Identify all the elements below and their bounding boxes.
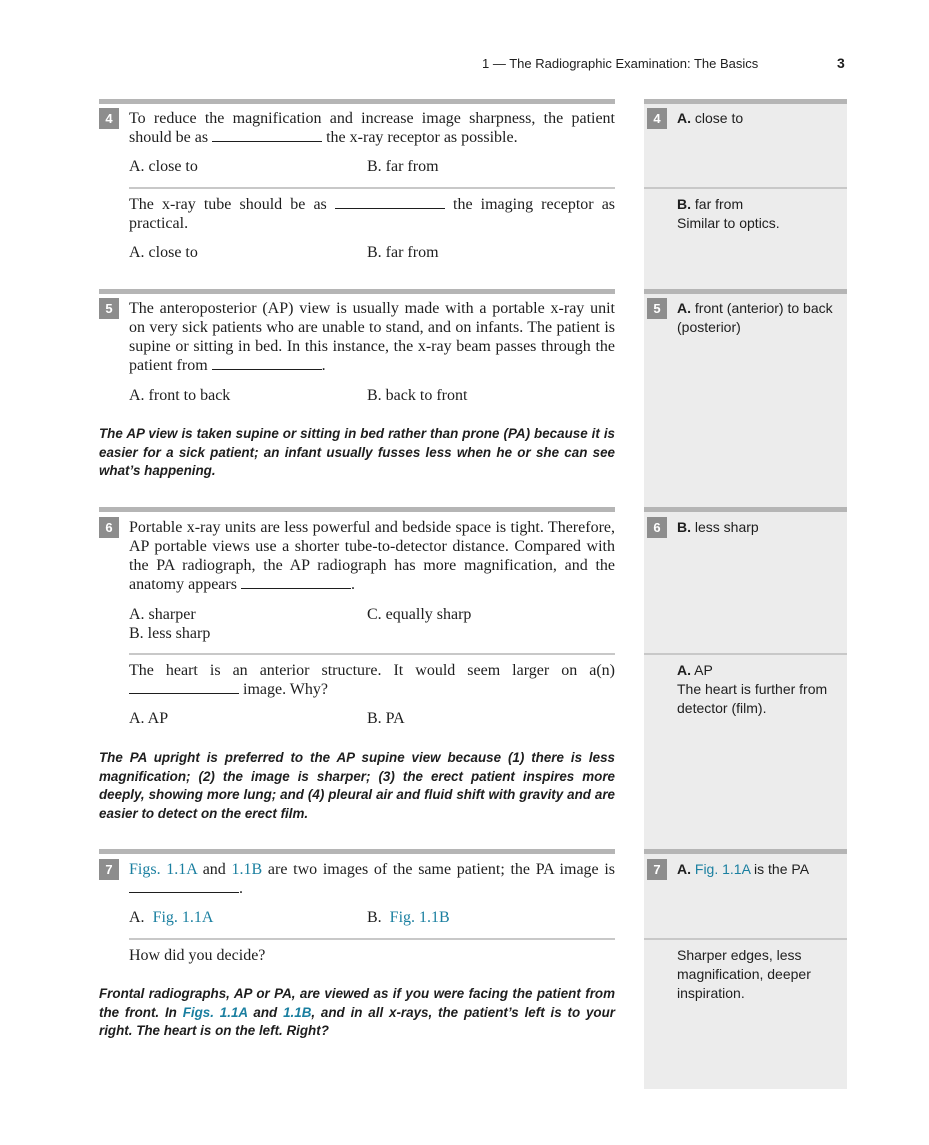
option-b: B. less sharp (129, 625, 211, 642)
option-a: A. close to (129, 158, 198, 175)
sub-divider (129, 653, 615, 655)
option-b: B. back to front (367, 387, 468, 404)
question-text: The heart is an anterior structure. It would seem larger on a(n) image. Why? (129, 662, 615, 698)
answer-blank (212, 356, 322, 370)
frame-number-badge: 5 (99, 298, 119, 319)
sub-divider (644, 187, 847, 189)
frame-number-badge: 7 (99, 859, 119, 880)
frame-divider (99, 289, 615, 294)
option-a: A. AP (129, 710, 169, 727)
option-a: A. sharper (129, 606, 196, 623)
question-text: Figs. 1.1A and 1.1B are two images of the same patient; the PA image is . (129, 861, 616, 897)
frame-divider (644, 99, 847, 104)
explanation-note: Frontal radiographs, AP or PA, are viewed as if you were facing the patient from the front. In Figs. 1.1A and 1.1B, and in all x-rays, the patient’s left is to your right. The heart is on the left. Right? (99, 986, 615, 1038)
option-a: A. close to (129, 244, 198, 261)
option-a: A. front to back (129, 387, 231, 404)
explanation-note: The PA upright is preferred to the AP supine view because (1) there is less magnification; (2) the image is sharper; (3) the erect patient inspires more deeply, showing more lung; and (4) pleural air and fluid shift with gravity and are easier to detect on the erect film. (99, 750, 615, 821)
answer-number-badge: 5 (647, 298, 667, 319)
option-b: B. Fig. 1.1B (367, 909, 450, 926)
answer-blank (241, 575, 351, 589)
answer-number-badge: 7 (647, 859, 667, 880)
figure-link[interactable]: Fig. 1.1B (389, 909, 450, 926)
sub-divider (644, 938, 847, 940)
frame-number-badge: 6 (99, 517, 119, 538)
figure-link[interactable]: 1.1B (283, 1004, 312, 1020)
answer-blank (129, 879, 239, 893)
option-b: B. far from (367, 158, 439, 175)
answer-text: A. AP The heart is further from detector (film). (677, 662, 828, 716)
running-header: 1 — The Radiographic Examination: The Basics (482, 56, 759, 71)
frame-divider (644, 289, 847, 294)
option-b: B. PA (367, 710, 405, 727)
question-text: How did you decide? (129, 947, 266, 964)
frame-divider (99, 99, 615, 104)
question-text: The anteroposterior (AP) view is usually made with a portable x-ray unit on very sick patients who are unable to stand, and on infants. The patient is supine or sitting in bed. In this instance, the x-ray beam passes through the patient from . (129, 300, 615, 374)
figure-link[interactable]: Figs. 1.1A (129, 861, 197, 878)
frame-divider (644, 849, 847, 854)
option-c: C. equally sharp (367, 606, 472, 623)
page-number: 3 (837, 55, 845, 71)
frame-number-badge: 4 (99, 108, 119, 129)
answer-blank (212, 128, 322, 142)
answer-number-badge: 6 (647, 517, 667, 538)
frame-divider (99, 507, 615, 512)
option-a: A. Fig. 1.1A (129, 909, 214, 926)
answer-text: B. far from Similar to optics. (677, 196, 780, 231)
question-text: The x-ray tube should be as the imaging receptor as practical. (129, 196, 616, 232)
answer-text: Sharper edges, less magnification, deeper inspiration. (677, 947, 811, 1001)
answer-text: A. Fig. 1.1A is the PA (677, 861, 810, 877)
frame-divider (644, 507, 847, 512)
option-b: B. far from (367, 244, 439, 261)
frame-divider (99, 849, 615, 854)
sub-divider (644, 653, 847, 655)
answer-blank (335, 195, 445, 209)
sub-divider (129, 187, 615, 189)
answer-column (644, 99, 847, 1089)
figure-link[interactable]: Figs. 1.1A (182, 1004, 248, 1020)
figure-link[interactable]: Fig. 1.1A (694, 861, 751, 877)
answer-blank (129, 680, 239, 694)
sub-divider (129, 938, 615, 940)
answer-text: B. less sharp (677, 519, 759, 535)
answer-text: A. front (anterior) to back (posterior) (677, 300, 833, 335)
figure-link[interactable]: Fig. 1.1A (152, 909, 214, 926)
answer-text: A. close to (677, 110, 744, 126)
question-text: Portable x-ray units are less powerful and bedside space is tight. Therefore, AP portable views use a shorter tube-to-detector distance. Compared with the PA radiograph, the AP radiograph has more magnification, and the anatomy appears . (129, 519, 615, 593)
figure-link[interactable]: 1.1B (231, 861, 263, 878)
explanation-note: The AP view is taken supine or sitting in bed rather than prone (PA) because it is easier for a sick patient; an infant usually fusses less when he or she can see what’s happening. (99, 426, 615, 478)
question-text: To reduce the magnification and increase image sharpness, the patient should be as the x-ray receptor as possible. (129, 110, 615, 146)
answer-number-badge: 4 (647, 108, 667, 129)
